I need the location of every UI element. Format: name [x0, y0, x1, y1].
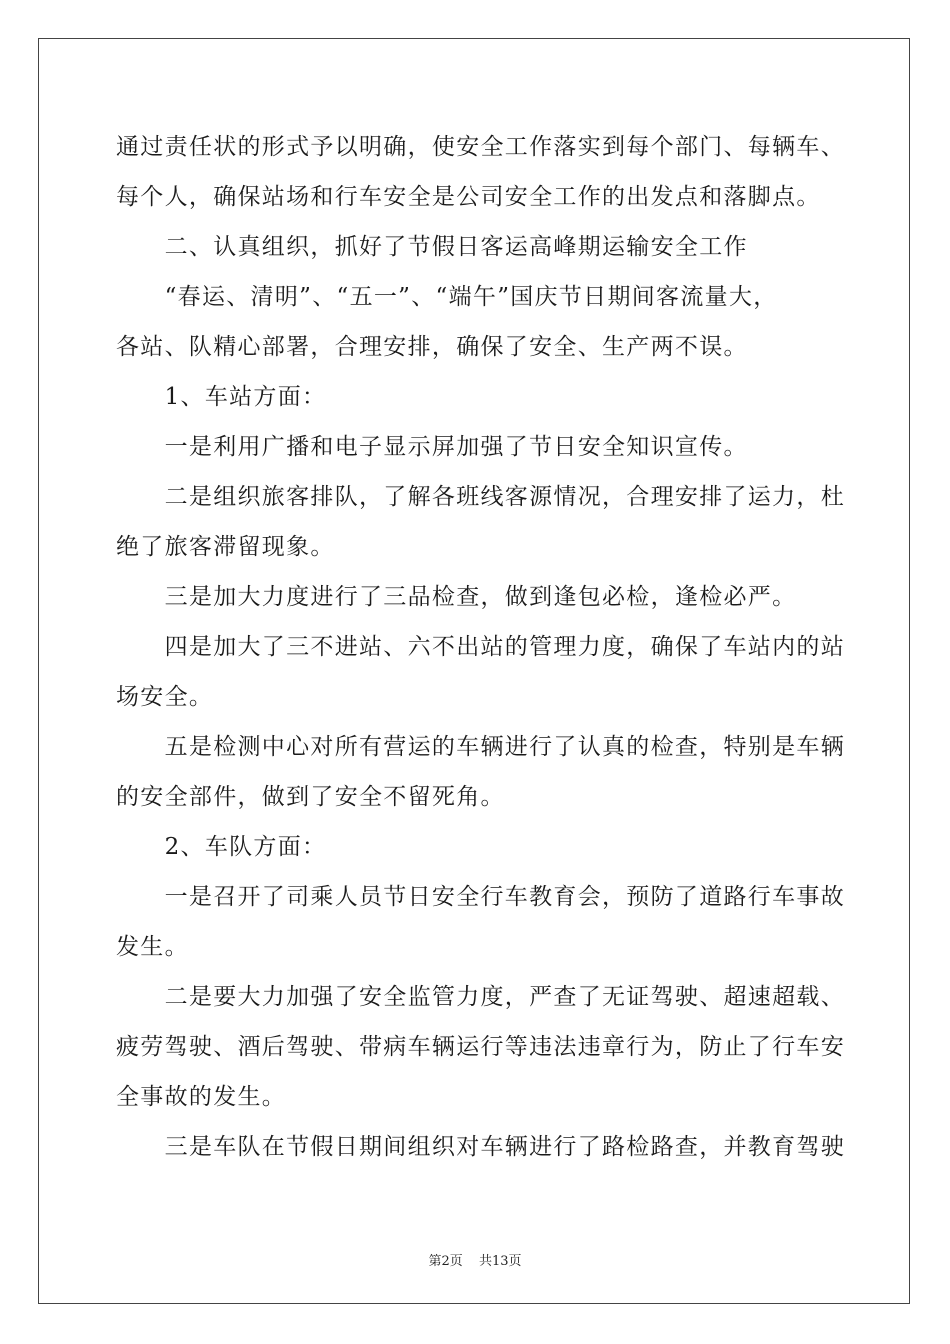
- text-line: 五是检测中心对所有营运的车辆进行了认真的检查，特别是车辆: [116, 734, 845, 760]
- text-line: 绝了旅客滞留现象。: [116, 534, 335, 560]
- text-line: 三是加大力度进行了三品检查，做到逢包必检，逢检必严。: [116, 584, 797, 610]
- text-line: 疲劳驾驶、酒后驾驶、带病车辆运行等违法违章行为，防止了行车安: [116, 1034, 845, 1060]
- text-line: 一是利用广播和电子显示屏加强了节日安全知识宣传。: [116, 434, 748, 460]
- page-footer: [0, 1250, 950, 1269]
- text-line: 各站、队精心部署，合理安排，确保了安全、生产两不误。: [116, 334, 748, 360]
- subsection-heading: 2、车队方面：: [116, 834, 327, 860]
- text-line: 二是组织旅客排队，了解各班线客源情况，合理安排了运力，杜: [116, 484, 845, 510]
- section-heading: 二、认真组织，抓好了节假日客运高峰期运输安全工作: [116, 234, 748, 260]
- text-line: 二是要大力加强了安全监管力度，严查了无证驾驶、超速超载、: [116, 984, 845, 1010]
- text-line: 四是加大了三不进站、六不出站的管理力度，确保了车站内的站: [116, 634, 845, 660]
- text-line: 一是召开了司乘人员节日安全行车教育会，预防了道路行车事故: [116, 884, 845, 910]
- text-line: 通过责任状的形式予以明确，使安全工作落实到每个部门、每辆车、: [116, 134, 845, 160]
- text-line: 每个人，确保站场和行车安全是公司安全工作的出发点和落脚点。: [116, 184, 821, 210]
- text-line: “春运、清明”、“五一”、“端午”国庆节日期间客流量大，: [116, 284, 778, 310]
- page-total: 共13页: [478, 1254, 522, 1269]
- subsection-heading: 1、车站方面：: [116, 384, 327, 410]
- page-number: 第2页: [428, 1254, 463, 1269]
- text-line: 的安全部件，做到了安全不留死角。: [116, 784, 505, 810]
- text-line: 三是车队在节假日期间组织对车辆进行了路检路查，并教育驾驶: [116, 1134, 845, 1160]
- text-line: 场安全。: [116, 684, 214, 710]
- text-line: 全事故的发生。: [116, 1084, 287, 1110]
- document-body: [116, 122, 845, 1172]
- text-line: 发生。: [116, 934, 189, 960]
